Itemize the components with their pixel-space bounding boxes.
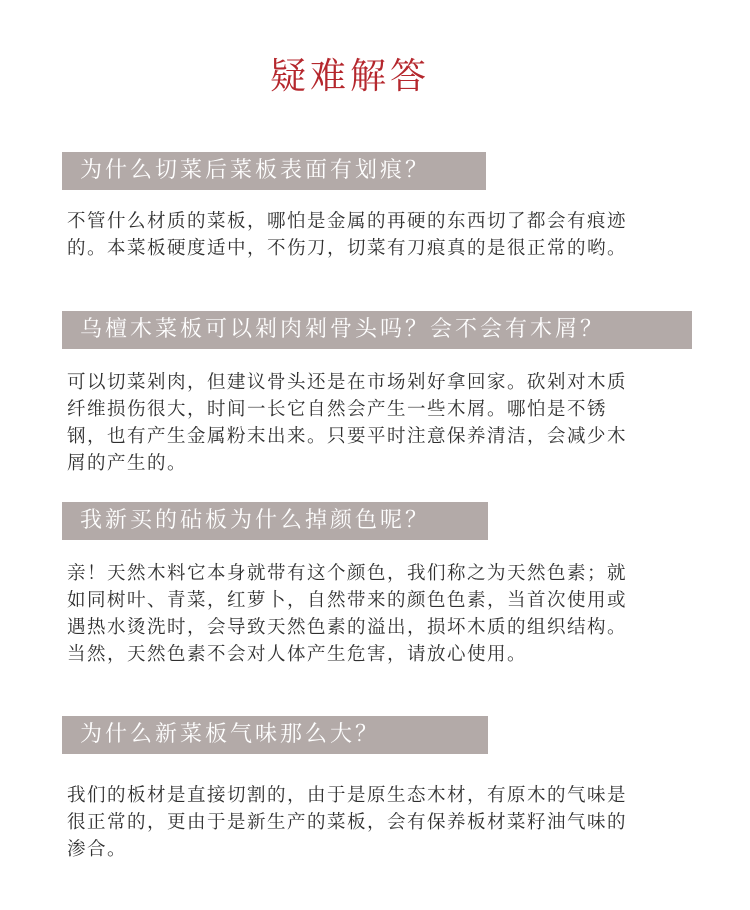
page-title: 疑难解答 — [269, 56, 430, 97]
faq-answer-3: 亲！天然木料它本身就带有这个颜色，我们称之为天然色素；就如同树叶、青菜，红萝卜，自然带来的颜色色素，当首次使用或遇热水烫洗时，会导致天然色素的溢出，损坏木质的组织结构。当然，天然色素不会对人体产生危害，请放心使用。 — [67, 563, 628, 665]
faq-question-4: 为什么新菜板气味那么大？ — [62, 716, 488, 754]
faq-answer-1: 不管什么材质的菜板，哪怕是金属的再硬的东西切了都会有痕迹的。本菜板硬度适中，不伤刀，切菜有刀痕真的是很正常的哟。 — [67, 211, 628, 259]
faq-answer-4: 我们的板材是直接切割的，由于是原生态木材，有原木的气味是很正常的，更由于是新生产的菜板，会有保养板材菜籽油气味的渗合。 — [67, 785, 628, 860]
faq-question-2: 乌檀木菜板可以剁肉剁骨头吗？会不会有木屑？ — [62, 311, 692, 349]
faq-question-3: 我新买的砧板为什么掉颜色呢？ — [62, 502, 488, 540]
faq-answer-2: 可以切菜剁肉，但建议骨头还是在市场剁好拿回家。砍剁对木质纤维损伤很大，时间一长它自然会产生一些木屑。哪怕是不锈钢，也有产生金属粉末出来。只要平时注意保养清洁，会减少木屑的产生的。 — [67, 372, 628, 474]
faq-question-1: 为什么切菜后菜板表面有划痕？ — [62, 152, 486, 190]
